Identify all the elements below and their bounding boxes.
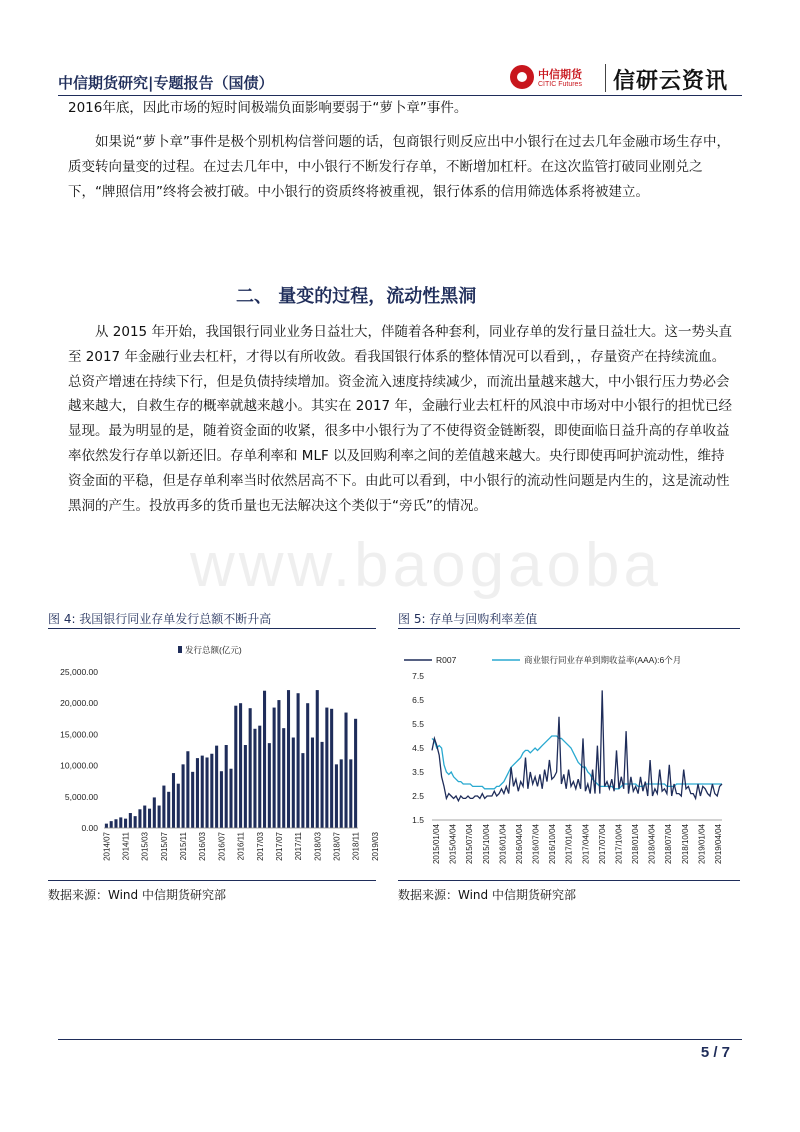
paragraph-0-text: 2016年底，因此市场的短时间极端负面影响要弱于“萝卜章”事件。 bbox=[68, 100, 468, 116]
bar bbox=[297, 693, 300, 828]
bar bbox=[330, 709, 333, 828]
fig5-source-rule bbox=[398, 880, 740, 881]
bar bbox=[244, 745, 247, 828]
line-x-tick-label: 2017/01/04 bbox=[564, 824, 574, 865]
bar bbox=[316, 690, 319, 828]
bar-x-tick-label: 2016/07 bbox=[217, 832, 227, 861]
line-x-tick-label: 2015/07/04 bbox=[465, 824, 475, 865]
bar-x-axis bbox=[102, 828, 379, 861]
bar bbox=[186, 751, 189, 828]
line-x-tick-label: 2018/07/04 bbox=[664, 824, 674, 865]
bar bbox=[215, 746, 218, 828]
bar bbox=[210, 754, 213, 828]
bar bbox=[191, 772, 194, 828]
bar bbox=[158, 806, 161, 828]
bar bbox=[201, 756, 204, 828]
fig4-source: 数据来源：Wind 中信期货研究部 bbox=[48, 888, 226, 902]
paragraph-2-text: 从 2015 年开始，我国银行同业业务日益壮大，伴随着各种套利，同业存单的发行量日益壮大。这一势头直至 2017 年金融行业去杠杆，才得以有所收敛。看我国银行体系的整体情况可以看到，，存量资产在持续流血。总资产增速在持续下行，但是负债持续增加。资金流入速度持续减少，而流出量越来越大，中小银行压力势必会越来越大，自救生存的概率就越来越小。其实在 2017 年，金融行业去杠杆的风浪中市场对中小银行的担忧已经显现。最为明显的是，随着资金面的收紧，很多中小银行为了不使得资金链断裂，即使面临日益升高的存单收益率依然发行存单以新还旧。存单利率和 MLF 以及回购利率之间的差值越来越大。央行即使再呵护流动性，维持资金面的平稳，但是存单利率当时依然居高不下。由此可以看到，中小银行的流动性问题是内生的，这是流动性黑洞的产生。投放再多的货币量也无法解决这个类似于“旁氏”的情况。 bbox=[68, 324, 732, 514]
bar bbox=[340, 759, 343, 828]
line-x-axis bbox=[432, 820, 723, 864]
fig4-source-rule bbox=[48, 880, 376, 881]
line-x-tick-label: 2018/01/04 bbox=[631, 824, 641, 865]
bar bbox=[172, 773, 175, 828]
bar-legend bbox=[178, 645, 242, 655]
line-x-tick-label: 2018/04/04 bbox=[647, 824, 657, 865]
bar bbox=[177, 784, 180, 828]
logo-divider bbox=[605, 64, 606, 92]
section-title: 二、 量变的过程，流动性黑洞 bbox=[236, 286, 477, 307]
citic-logo-icon bbox=[510, 65, 534, 89]
line-x-tick-label: 2016/01/04 bbox=[498, 824, 508, 865]
line-y-tick-label: 3.5 bbox=[412, 767, 424, 777]
bar bbox=[277, 700, 280, 828]
paragraph-1-text: 如果说“萝卜章”事件是极个别机构信誉问题的话，包商银行则反应出中小银行在过去几年金融市场生存中，质变转向量变的过程。在过去几年中，中小银行不断发行存单，不断增加杠杆。在这次监管打破同业刚兑之下，“牌照信用”终将会被打破。中小银行的资质终将被重视，银行体系的信用筛选体系将被建立。 bbox=[68, 134, 730, 200]
bar bbox=[258, 726, 261, 828]
bar bbox=[220, 771, 223, 828]
bar bbox=[273, 708, 276, 828]
bar bbox=[263, 691, 266, 828]
bar bbox=[206, 757, 209, 828]
bar bbox=[325, 708, 328, 828]
brand-name: 信研云资讯 bbox=[613, 69, 729, 94]
line-legend-label-ncd: 商业银行同业存单到期收益率(AAA):6个月 bbox=[524, 655, 682, 665]
bar bbox=[311, 738, 314, 828]
line-x-tick-label: 2015/10/04 bbox=[481, 824, 491, 865]
bar bbox=[234, 706, 237, 828]
line-x-tick-label: 2017/04/04 bbox=[581, 824, 591, 865]
line-x-tick-label: 2016/10/04 bbox=[548, 824, 558, 865]
line-y-axis bbox=[412, 671, 424, 825]
bar bbox=[148, 809, 151, 828]
bar bbox=[114, 819, 117, 828]
line-x-tick-label: 2019/01/04 bbox=[697, 824, 707, 865]
bar-x-tick-label: 2014/11 bbox=[121, 832, 131, 861]
bar bbox=[292, 738, 295, 828]
bar-y-tick-label: 20,000.00 bbox=[60, 698, 98, 709]
bar-y-tick-label: 10,000.00 bbox=[60, 760, 98, 771]
paragraph-0 bbox=[68, 96, 732, 121]
bar-x-tick-label: 2016/03 bbox=[198, 832, 208, 861]
bar-series bbox=[105, 690, 357, 828]
fig5-line-chart bbox=[398, 632, 740, 877]
bar bbox=[182, 764, 185, 828]
bar bbox=[196, 758, 199, 828]
line-y-tick-label: 4.5 bbox=[412, 743, 424, 753]
bar-x-tick-label: 2018/11 bbox=[351, 832, 361, 861]
line-x-tick-label: 2017/10/04 bbox=[614, 824, 624, 865]
bar bbox=[129, 813, 132, 828]
bar bbox=[268, 743, 271, 828]
bar-y-tick-label: 25,000.00 bbox=[60, 667, 98, 677]
bar-x-tick-label: 2018/03 bbox=[313, 832, 323, 861]
fig4-caption: 图 4: 我国银行同业存单发行总额不断升高 bbox=[48, 612, 272, 626]
bar-x-tick-label: 2014/07 bbox=[102, 832, 112, 861]
line-x-tick-label: 2015/04/04 bbox=[448, 824, 458, 865]
bar-x-tick-label: 2018/07 bbox=[332, 832, 342, 861]
bar bbox=[287, 690, 290, 828]
logo-cn-name: 中信期货 bbox=[538, 68, 582, 81]
line-x-tick-label: 2016/07/04 bbox=[531, 824, 541, 865]
bar-x-tick-label: 2015/07 bbox=[159, 832, 169, 861]
bar bbox=[301, 753, 304, 828]
line-y-tick-label: 6.5 bbox=[412, 695, 424, 705]
line-legend bbox=[404, 655, 681, 665]
line-x-tick-label: 2015/01/04 bbox=[432, 824, 441, 865]
bar bbox=[249, 708, 252, 828]
line-legend-label-r007: R007 bbox=[436, 655, 457, 665]
bar bbox=[119, 817, 122, 828]
bar-y-tick-label: 5,000.00 bbox=[64, 791, 98, 802]
bar-x-tick-label: 2015/03 bbox=[140, 832, 150, 861]
bar-x-tick-label: 2015/11 bbox=[179, 832, 189, 861]
bar bbox=[143, 806, 146, 828]
bar bbox=[138, 809, 141, 828]
paragraph-1 bbox=[68, 130, 732, 204]
line-x-tick-label: 2017/07/04 bbox=[597, 824, 607, 865]
fig4-caption-rule bbox=[48, 628, 376, 629]
bar bbox=[229, 769, 232, 828]
paragraph-2 bbox=[68, 320, 732, 518]
fig4-bar-chart bbox=[40, 632, 380, 877]
line-x-tick-label: 2016/04/04 bbox=[514, 824, 524, 865]
header-title: 中信期货研究|专题报告（国债） bbox=[58, 74, 274, 92]
line-x-tick-label: 2018/10/04 bbox=[680, 824, 690, 865]
bar-y-tick-label: 15,000.00 bbox=[60, 729, 98, 740]
bar bbox=[306, 703, 309, 828]
bar bbox=[253, 729, 256, 828]
bar-x-tick-label: 2017/07 bbox=[274, 832, 284, 861]
line-series bbox=[432, 690, 722, 800]
bar-y-tick-label: 0.00 bbox=[81, 823, 98, 833]
line-x-tick-label: 2019/04/04 bbox=[714, 824, 723, 865]
page-number: 5 / 7 bbox=[700, 1044, 730, 1061]
logo-en-name: CITIC Futures bbox=[538, 81, 582, 88]
bar-legend-label: 发行总额(亿元) bbox=[185, 645, 242, 655]
bar-x-tick-label: 2019/03 bbox=[370, 832, 380, 861]
bar-x-tick-label: 2017/03 bbox=[255, 832, 265, 861]
brand-logo bbox=[510, 62, 742, 96]
bar bbox=[124, 819, 127, 828]
bar bbox=[225, 745, 228, 828]
series-line-ncd-6m bbox=[432, 736, 722, 789]
bar bbox=[349, 759, 352, 828]
watermark: www.baogaoba bbox=[190, 531, 662, 600]
bar bbox=[167, 792, 170, 828]
bar bbox=[110, 821, 113, 828]
fig5-caption: 图 5: 存单与回购利率差值 bbox=[398, 612, 538, 626]
bar bbox=[354, 719, 357, 828]
bar-y-axis bbox=[60, 667, 98, 833]
bar-legend-swatch bbox=[178, 646, 182, 653]
bar-x-tick-label: 2016/11 bbox=[236, 832, 246, 861]
bar bbox=[105, 824, 108, 828]
bar bbox=[344, 713, 347, 828]
fig5-caption-rule bbox=[398, 628, 740, 629]
footer-rule bbox=[58, 1039, 742, 1040]
bar-x-tick-label: 2017/11 bbox=[294, 832, 304, 861]
fig5-source: 数据来源：Wind 中信期货研究部 bbox=[398, 888, 576, 902]
line-y-tick-label: 5.5 bbox=[412, 719, 424, 729]
bar bbox=[153, 797, 156, 828]
line-y-tick-label: 1.5 bbox=[412, 815, 424, 825]
bar bbox=[321, 742, 324, 828]
bar bbox=[134, 816, 137, 828]
bar bbox=[282, 728, 285, 828]
bar bbox=[239, 703, 242, 828]
bar bbox=[162, 786, 165, 828]
line-y-tick-label: 2.5 bbox=[412, 791, 424, 801]
bar bbox=[335, 764, 338, 828]
line-y-tick-label: 7.5 bbox=[412, 671, 424, 681]
page-header bbox=[58, 62, 742, 96]
